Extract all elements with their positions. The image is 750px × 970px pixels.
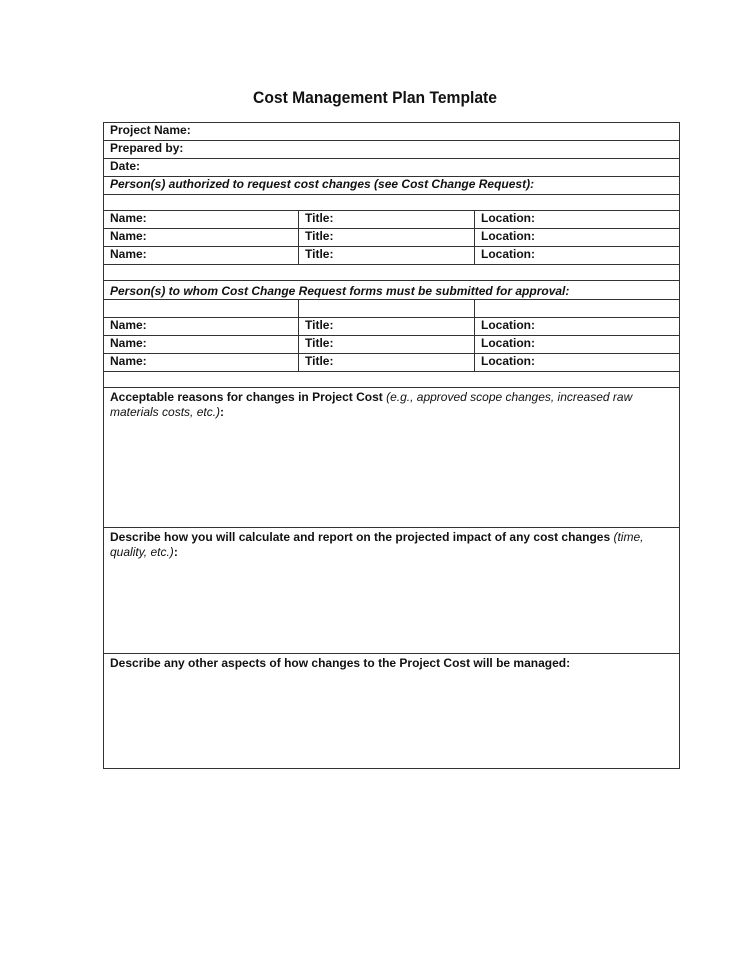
submitted-row: [104, 318, 680, 336]
blank-cell: [104, 300, 299, 318]
location-label: Location:: [481, 336, 535, 350]
calculate-label: Describe how you will calculate and report on the projected impact of any cost changes: [110, 530, 611, 544]
spacer-row: [104, 265, 680, 281]
name-label: Name:: [110, 336, 147, 350]
location-label: Location:: [481, 211, 535, 225]
name-label: Name:: [110, 354, 147, 368]
submitted-row: [104, 354, 680, 372]
spacer-row: [104, 372, 680, 388]
prepared-by-field[interactable]: [104, 141, 680, 159]
name-label: Name:: [110, 318, 147, 332]
reasons-colon: :: [220, 405, 225, 419]
name-cell[interactable]: [104, 247, 299, 265]
calculate-note: (time, quality, etc.): [110, 530, 644, 559]
title-label: Title:: [305, 247, 334, 261]
submitted-heading: Person(s) to whom Cost Change Request forms must be submitted for approval:: [104, 281, 680, 300]
location-cell[interactable]: [475, 229, 680, 247]
name-label: Name:: [110, 211, 147, 225]
name-cell[interactable]: [104, 229, 299, 247]
authorized-row: [104, 247, 680, 265]
title-cell[interactable]: [299, 336, 475, 354]
title-label: Title:: [305, 354, 334, 368]
title-label: Title:: [305, 211, 334, 225]
location-label: Location:: [481, 318, 535, 332]
location-cell[interactable]: [475, 247, 680, 265]
title-cell[interactable]: [299, 229, 475, 247]
title-cell[interactable]: [299, 318, 475, 336]
project-name-label: Project Name:: [110, 123, 191, 137]
title-label: Title:: [305, 336, 334, 350]
calculate-colon: :: [173, 545, 178, 559]
name-label: Name:: [110, 247, 147, 261]
title-label: Title:: [305, 229, 334, 243]
name-cell[interactable]: [104, 354, 299, 372]
reasons-section[interactable]: [104, 388, 680, 528]
submitted-row: [104, 336, 680, 354]
blank-cell: [475, 300, 680, 318]
authorized-row: [104, 229, 680, 247]
name-cell[interactable]: [104, 336, 299, 354]
other-section[interactable]: [104, 654, 680, 769]
title-label: Title:: [305, 318, 334, 332]
location-cell[interactable]: [475, 336, 680, 354]
blank-cell: [299, 300, 475, 318]
location-label: Location:: [481, 247, 535, 261]
page-title: Cost Management Plan Template: [253, 88, 497, 107]
other-label: Describe any other aspects of how changes to the Project Cost will be managed:: [110, 656, 571, 670]
location-cell[interactable]: [475, 318, 680, 336]
reasons-note: (e.g., approved scope changes, increased raw materials costs, etc.): [110, 390, 633, 419]
authorized-heading: Person(s) authorized to request cost changes (see Cost Change Request):: [104, 177, 680, 195]
calculate-section[interactable]: [104, 528, 680, 654]
location-label: Location:: [481, 354, 535, 368]
title-cell[interactable]: [299, 354, 475, 372]
name-cell[interactable]: [104, 318, 299, 336]
location-cell[interactable]: [475, 211, 680, 229]
reasons-label: Acceptable reasons for changes in Project Cost: [110, 390, 383, 404]
location-label: Location:: [481, 229, 535, 243]
title-cell[interactable]: [299, 211, 475, 229]
name-cell[interactable]: [104, 211, 299, 229]
location-cell[interactable]: [475, 354, 680, 372]
spacer-row: [104, 195, 680, 211]
authorized-row: [104, 211, 680, 229]
prepared-by-label: Prepared by:: [110, 141, 184, 155]
date-field[interactable]: [104, 159, 680, 177]
date-label: Date:: [110, 159, 141, 173]
project-name-field[interactable]: [104, 123, 680, 141]
cost-plan-form: [103, 122, 680, 769]
name-label: Name:: [110, 229, 147, 243]
title-cell[interactable]: [299, 247, 475, 265]
